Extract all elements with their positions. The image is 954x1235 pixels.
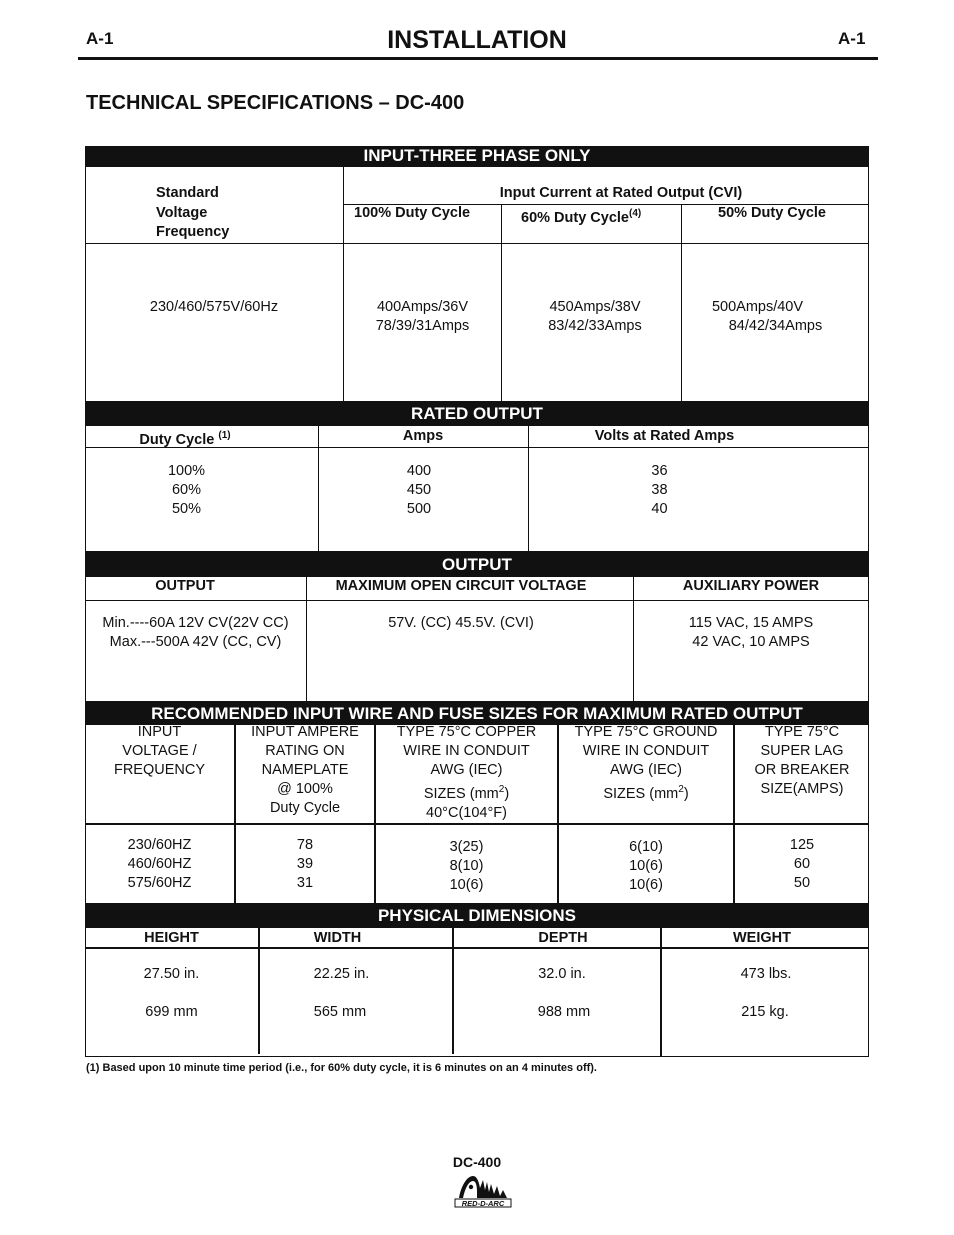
weight-header: WEIGHT — [733, 930, 791, 946]
header-line: NAMEPLATE — [261, 762, 349, 778]
header-line: Standard — [156, 185, 219, 201]
header-line — [376, 780, 557, 804]
header-line: FREQUENCY — [113, 762, 206, 778]
volts-values — [528, 462, 791, 519]
wire-v-ground — [559, 838, 733, 895]
width-header: WIDTH — [313, 930, 362, 946]
wire-fuse-bar: RECOMMENDED INPUT WIRE AND FUSE SIZES FOR MAXIMUM RATED OUTPUT — [85, 702, 869, 725]
squared-sup: 2 — [678, 784, 684, 795]
wire-h-breaker — [735, 723, 869, 799]
header-rule — [78, 57, 878, 60]
wire-h-ampere — [236, 723, 374, 818]
divider — [85, 243, 869, 244]
footnote-ref: (1) — [218, 430, 231, 441]
header-line: 40°C(104°F) — [426, 804, 507, 821]
amps-values — [318, 462, 520, 519]
ocv-header: MAXIMUM OPEN CIRCUIT VOLTAGE — [335, 578, 587, 594]
value-line: 31 — [296, 875, 314, 891]
depth-header: DEPTH — [538, 930, 588, 946]
wire-v-voltage — [85, 836, 234, 893]
header-line: INPUT AMPERE — [251, 724, 359, 740]
current-50 — [682, 298, 869, 336]
header-line: WIRE IN CONDUIT — [403, 743, 530, 759]
duty-cycle-header — [85, 427, 285, 449]
value-line: 450 — [406, 482, 432, 498]
value-line: 60 — [793, 856, 811, 872]
ocv-value: 57V. (CC) 45.5V. (CVI) — [388, 615, 534, 631]
value-line: 400Amps/36V — [376, 299, 469, 315]
value-line: 60% — [171, 482, 202, 498]
header-line: TYPE 75°C — [764, 724, 840, 740]
volts-header: Volts at Rated Amps — [594, 428, 735, 444]
physical-bar: PHYSICAL DIMENSIONS — [85, 904, 869, 928]
aux-values — [633, 614, 869, 652]
value-line: 6(10) — [629, 839, 663, 855]
squared-sup: 2 — [498, 784, 505, 795]
red-d-arc-logo-icon — [453, 1172, 513, 1208]
wire-v-ampere — [236, 836, 374, 893]
value-line: 100% — [167, 463, 206, 479]
duty-100-header: 100% Duty Cycle — [354, 205, 471, 221]
duty-cycle-label: Duty Cycle — [139, 431, 215, 448]
rated-output-bar: RATED OUTPUT — [85, 402, 869, 426]
sizes-label: SIZES (mm — [603, 785, 679, 802]
divider — [660, 928, 662, 1057]
red-d-arc-logo — [453, 1172, 513, 1213]
wire-v-copper — [376, 838, 557, 895]
header-line: OR BREAKER — [754, 762, 850, 778]
value-line: 50 — [793, 875, 811, 891]
value-line: 10(6) — [449, 877, 484, 893]
depth-in: 32.0 in. — [538, 966, 586, 982]
value-line: 230/60HZ — [127, 837, 192, 853]
page-code-right: A-1 — [838, 29, 866, 48]
divider — [85, 600, 869, 601]
output-range — [85, 614, 306, 652]
sizes-label: SIZES (mm — [423, 785, 499, 802]
value-line: 450Amps/38V — [549, 299, 641, 315]
value-line: 500 — [406, 501, 432, 517]
value-line: 460/60HZ — [127, 856, 192, 872]
aux-header: AUXILIARY POWER — [682, 578, 820, 594]
value-line: 3(25) — [449, 839, 484, 855]
header-line: @ 100% — [277, 781, 333, 797]
width-in: 22.25 in. — [313, 966, 370, 982]
width-mm: 565 mm — [313, 1004, 367, 1020]
weight-kg: 215 kg. — [741, 1004, 789, 1020]
svg-text:RED-D-ARC: RED-D-ARC — [461, 1199, 505, 1208]
value-line: 42 VAC, 10 AMPS — [692, 634, 810, 650]
value-line: 78 — [296, 837, 314, 853]
header-line: Voltage — [156, 204, 208, 221]
weight-lbs: 473 lbs. — [740, 966, 792, 982]
value-line: 400 — [406, 463, 432, 479]
std-voltage-header — [156, 184, 229, 243]
value-line: 40 — [651, 501, 668, 517]
duty-60-label: 60% Duty Cycle — [521, 209, 629, 226]
value-line: 50% — [171, 501, 202, 517]
value-line: 575/60HZ — [127, 875, 192, 891]
header-line: INPUT — [137, 724, 182, 740]
value-line: 8(10) — [449, 858, 484, 874]
amps-header: Amps — [402, 428, 444, 444]
output-header: OUTPUT — [155, 578, 215, 594]
value-line: 38 — [651, 482, 668, 498]
output-bar: OUTPUT — [85, 552, 869, 577]
duty-60-header — [521, 204, 641, 228]
value-line: 36 — [651, 463, 668, 479]
header-line: SIZE(AMPS) — [760, 781, 844, 797]
value-line: 84/42/34Amps — [728, 318, 823, 334]
paren: ) — [683, 785, 689, 802]
wire-h-copper — [376, 723, 557, 823]
value-line: 125 — [789, 837, 815, 853]
doc-number: DC-400 — [452, 1154, 502, 1170]
header-line: AWG (IEC) — [430, 762, 503, 778]
value-line: Min.----60A 12V CV(22V CC) — [102, 615, 289, 631]
value-line: 83/42/33Amps — [548, 318, 642, 334]
page-code-left: A-1 — [86, 29, 114, 48]
divider — [85, 947, 869, 949]
section-title: TECHNICAL SPECIFICATIONS – DC-400 — [86, 92, 465, 114]
duty-50-header: 50% Duty Cycle — [718, 205, 826, 221]
height-mm: 699 mm — [145, 1004, 198, 1020]
wire-h-ground — [559, 723, 733, 804]
header-line: AWG (IEC) — [610, 762, 682, 778]
height-header: HEIGHT — [144, 930, 199, 946]
duty-values — [85, 462, 288, 519]
depth-mm: 988 mm — [537, 1004, 591, 1020]
header-line: Duty Cycle — [269, 800, 341, 816]
value-line: 500Amps/40V — [711, 299, 804, 315]
input-bar: INPUT-THREE PHASE ONLY — [85, 146, 869, 167]
value-line: 78/39/31Amps — [375, 318, 470, 334]
footnote-ref: (4) — [629, 208, 642, 219]
wire-h-voltage — [85, 723, 234, 780]
value-line: 39 — [296, 856, 314, 872]
height-in: 27.50 in. — [143, 966, 200, 982]
value-line: Max.---500A 42V (CC, CV) — [109, 634, 282, 650]
paren: ) — [504, 785, 510, 802]
divider — [306, 577, 307, 702]
value-line: 115 VAC, 15 AMPS — [688, 615, 814, 631]
header-line: Frequency — [156, 224, 230, 240]
header-line: SUPER LAG — [760, 743, 844, 759]
footnote: (1) Based upon 10 minute time period (i.e., for 60% duty cycle, it is 6 minutes on an 4 minutes off). — [86, 1062, 597, 1074]
page-title: INSTALLATION — [387, 26, 567, 54]
header-line — [559, 780, 733, 804]
input-current-header: Input Current at Rated Output (CVI) — [499, 185, 743, 201]
voltage-value: 230/460/575V/60Hz — [149, 299, 279, 315]
header-line: TYPE 75°C COPPER — [396, 724, 537, 740]
header-line: RATING ON — [265, 743, 345, 759]
header-line: WIRE IN CONDUIT — [582, 743, 710, 759]
value-line: 10(6) — [629, 877, 663, 893]
current-100 — [344, 298, 501, 336]
header-line: VOLTAGE / — [122, 743, 197, 759]
value-line: 10(6) — [629, 858, 663, 874]
header-line: TYPE 75°C GROUND — [574, 724, 718, 740]
divider — [85, 823, 869, 825]
wire-v-breaker — [735, 836, 869, 893]
